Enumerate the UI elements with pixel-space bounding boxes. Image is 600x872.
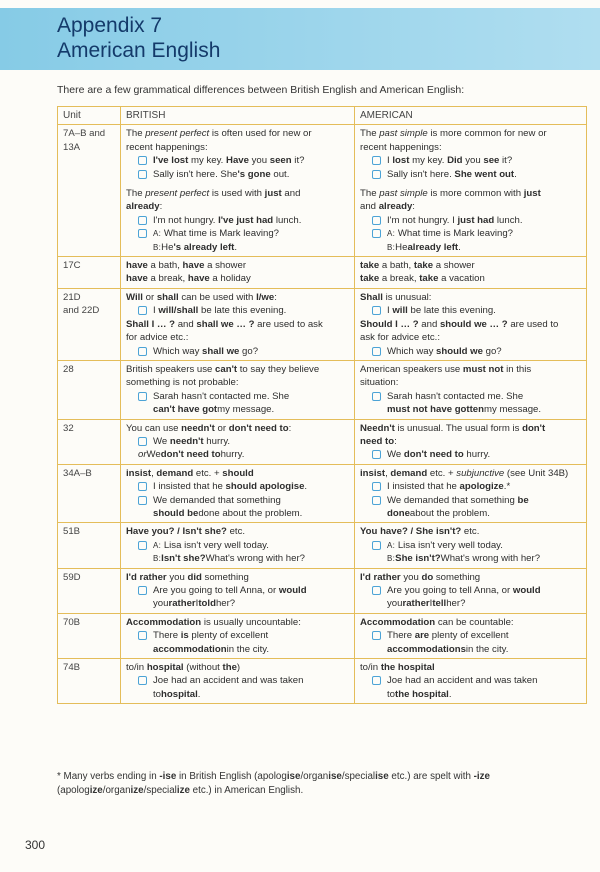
example-text: I will be late this evening. [387, 305, 496, 317]
example-text: Sarah hasn't contacted me. She [153, 390, 290, 402]
unit-cell [58, 523, 121, 568]
bullet-box-icon [138, 347, 147, 356]
british-cell [121, 568, 355, 613]
bullet-box-icon [372, 541, 381, 550]
example-item [126, 584, 349, 597]
unit-label: 51B [63, 526, 81, 538]
example-text: Sally isn't here. She went out. [387, 168, 517, 180]
unit-label: and 22D [63, 305, 100, 317]
example-text: I'm not hungry. I just had lunch. [387, 214, 523, 226]
example-text: There are plenty of excellent [387, 630, 509, 642]
rule-text: situation: [360, 377, 399, 389]
rule-text: You can use needn't or don't need to: [126, 422, 292, 434]
example-text: A: What time is Mark leaving? [153, 228, 279, 240]
table-row [58, 125, 587, 257]
example-continuation: accommodation in the city. [153, 643, 270, 655]
table-header-row [58, 107, 587, 125]
bullet-box-icon [138, 229, 147, 238]
comparison-table [57, 106, 587, 704]
rule-text: have a bath, have a shower [126, 260, 247, 272]
rule-text: take a bath, take a shower [360, 260, 475, 272]
example-continuation: done about the problem. [387, 507, 490, 519]
bullet-box-icon [138, 631, 147, 640]
example-item [126, 304, 349, 317]
example-item [360, 448, 581, 461]
example-continuation: should be done about the problem. [153, 507, 303, 519]
example-item [360, 154, 581, 167]
page-number: 300 [25, 838, 46, 852]
rule-text: Needn't is unusual. The usual form is don't [360, 422, 546, 434]
example-continuation: can't have got my message. [153, 404, 275, 416]
example-text: Are you going to tell Anna, or would [153, 585, 307, 596]
rule-text: You have? / She isn't? etc. [360, 526, 480, 538]
rule-text: recent happenings: [360, 141, 442, 153]
rule-text: Shall I … ? and shall we … ? are used to ask [126, 318, 323, 330]
rule-text: Have you? / Isn't she? etc. [126, 526, 246, 538]
unit-cell [58, 419, 121, 464]
example-text: Which way shall we go? [153, 345, 259, 357]
american-cell [355, 125, 587, 257]
rule-text: and already: [360, 201, 415, 213]
example-item [360, 168, 581, 181]
bullet-box-icon [138, 482, 147, 491]
example-text: Sally isn't here. She's gone out. [153, 168, 290, 180]
example-item [126, 345, 349, 358]
rule-text: need to: [360, 435, 397, 447]
rule-text: for advice etc.: [126, 332, 189, 344]
bullet-box-icon [138, 496, 147, 505]
rule-text: recent happenings: [126, 141, 208, 153]
example-item [126, 629, 349, 642]
bullet-box-icon [372, 631, 381, 640]
example-text: We demanded that something be [387, 494, 529, 506]
example-text: I lost my key. Did you see it? [387, 155, 513, 167]
rule-text: American speakers use must not in this [360, 363, 532, 375]
unit-cell [58, 288, 121, 360]
british-cell [121, 360, 355, 419]
example-text: Sarah hasn't contacted me. She [387, 390, 524, 402]
footnote: * Many verbs ending in -ise in British English (apologise/organise/specialise etc.) are spelt with -ize (apologize/organize/specialize etc.) in American English. [57, 771, 490, 796]
example-continuation: accommodations in the city. [387, 643, 509, 655]
table-row [58, 288, 587, 360]
rule-text: already: [126, 201, 163, 213]
bullet-box-icon [372, 170, 381, 179]
example-continuation: must not have gotten my message. [387, 404, 542, 416]
american-cell [355, 568, 587, 613]
american-cell [355, 659, 587, 704]
example-item [126, 494, 349, 507]
bullet-box-icon [138, 676, 147, 685]
rule-text: Accommodation can be countable: [360, 616, 514, 628]
intro-text: There are a few grammatical differences between British English and American English: [57, 84, 465, 96]
example-text: We don't need to hurry. [387, 449, 491, 461]
appendix-number: Appendix 7 [57, 14, 163, 37]
example-continuation: B: He 's already left . [153, 241, 238, 253]
example-item [360, 584, 581, 597]
rule-text: take a break, take a vacation [360, 273, 485, 285]
example-text: Are you going to tell Anna, or would [387, 585, 541, 596]
example-text: I insisted that he should apologise. [153, 481, 308, 493]
example-item [360, 539, 581, 552]
american-cell [355, 523, 587, 568]
example-continuation: B: Isn't she? What's wrong with her? [153, 553, 305, 565]
unit-label: 7A–B and [63, 128, 106, 140]
bullet-box-icon [138, 392, 147, 401]
example-item [360, 304, 581, 317]
american-cell [355, 360, 587, 419]
bullet-box-icon [372, 216, 381, 225]
unit-cell [58, 125, 121, 257]
rule-text: Will or shall can be used with I/we: [126, 291, 277, 303]
example-continuation: to the hospital . [387, 688, 452, 700]
example-text: There is plenty of excellent [153, 630, 269, 642]
rule-text: Should I … ? and should we … ? are used to [360, 318, 559, 330]
unit-cell [58, 360, 121, 419]
rule-text: British speakers use can't to say they believe [126, 363, 320, 375]
bullet-box-icon [138, 156, 147, 165]
example-text: Joe had an accident and was taken [387, 675, 538, 687]
rule-text: Shall is unusual: [360, 291, 432, 303]
example-item [126, 214, 349, 227]
bullet-box-icon [372, 450, 381, 459]
unit-label: 17C [63, 260, 81, 272]
rule-text: have a break, have a holiday [126, 273, 251, 285]
unit-label: 70B [63, 616, 81, 628]
table-row [58, 419, 587, 464]
example-continuation: you rather I told her? [153, 598, 236, 610]
example-text: A: Lisa isn't very well today. [153, 539, 269, 551]
example-item [126, 154, 349, 167]
rule-text: insist, demand etc. + subjunctive (see Unit 34B) [360, 467, 569, 479]
example-item [126, 168, 349, 181]
rule-text: I'd rather you do something [360, 571, 481, 583]
example-item [360, 390, 581, 403]
title-banner [0, 8, 600, 70]
british-cell [121, 288, 355, 360]
example-continuation: B: He already left . [387, 241, 461, 253]
unit-cell [58, 613, 121, 658]
unit-label: 34A–B [63, 467, 92, 479]
bullet-box-icon [372, 586, 381, 595]
header-american: AMERICAN [355, 107, 587, 125]
bullet-box-icon [372, 156, 381, 165]
unit-cell [58, 659, 121, 704]
unit-cell [58, 464, 121, 523]
table-row [58, 523, 587, 568]
example-continuation: you rather I tell her? [387, 598, 466, 610]
example-text: Joe had an accident and was taken [153, 675, 304, 687]
unit-label: 21D [63, 291, 81, 303]
unit-cell [58, 257, 121, 289]
example-item [360, 214, 581, 227]
bullet-box-icon [372, 676, 381, 685]
bullet-box-icon [138, 437, 147, 446]
british-cell [121, 659, 355, 704]
example-item [360, 674, 581, 687]
example-item [126, 539, 349, 552]
example-item [126, 435, 349, 448]
example-item [360, 494, 581, 507]
american-cell [355, 257, 587, 289]
bullet-box-icon [138, 541, 147, 550]
british-cell [121, 125, 355, 257]
rule-text: to/in hospital (without the) [126, 662, 241, 674]
american-cell [355, 464, 587, 523]
american-cell [355, 613, 587, 658]
appendix-title: American English [57, 39, 221, 62]
rule-text: ask for advice etc.: [360, 332, 440, 344]
example-text: We needn't hurry. [153, 435, 231, 447]
table-row [58, 464, 587, 523]
example-item [360, 629, 581, 642]
rule-text: to/in the hospital [360, 662, 435, 674]
bullet-box-icon [138, 216, 147, 225]
rule-text: The past simple is more common for new or [360, 128, 547, 140]
table-row [58, 613, 587, 658]
rule-text: insist, demand etc. + should [126, 467, 254, 479]
unit-label: 32 [63, 422, 74, 434]
example-text: I insisted that he apologize.* [387, 481, 511, 493]
example-text: A: Lisa isn't very well today. [387, 539, 503, 551]
rule-text: Accommodation is usually uncountable: [126, 616, 301, 628]
unit-label: 13A [63, 141, 81, 153]
header-british: BRITISH [121, 107, 355, 125]
unit-label: 74B [63, 662, 81, 674]
bullet-box-icon [372, 347, 381, 356]
unit-label: 59D [63, 571, 81, 583]
american-cell [355, 419, 587, 464]
rule-text: I'd rather you did something [126, 571, 249, 583]
table-row [58, 257, 587, 289]
rule-text: The present perfect is used with just and [126, 188, 301, 200]
header-unit: Unit [58, 107, 121, 125]
british-cell [121, 523, 355, 568]
unit-label: 28 [63, 363, 74, 375]
example-item [126, 480, 349, 493]
bullet-box-icon [372, 496, 381, 505]
bullet-box-icon [372, 306, 381, 315]
example-text: A: What time is Mark leaving? [387, 228, 513, 240]
american-cell [355, 288, 587, 360]
rule-text: something is not probable: [126, 377, 239, 389]
example-item [360, 227, 581, 240]
british-cell [121, 257, 355, 289]
example-item [126, 227, 349, 240]
table-row [58, 568, 587, 613]
example-item [360, 345, 581, 358]
example-item [126, 674, 349, 687]
bullet-box-icon [372, 392, 381, 401]
example-item [126, 390, 349, 403]
british-cell [121, 419, 355, 464]
example-text: Which way should we go? [387, 345, 502, 357]
example-text: We demanded that something [153, 494, 281, 506]
example-text: I've lost my key. Have you seen it? [153, 155, 305, 167]
rule-text: The past simple is more common with just [360, 188, 541, 200]
british-cell [121, 613, 355, 658]
british-cell [121, 464, 355, 523]
unit-cell [58, 568, 121, 613]
bullet-box-icon [372, 482, 381, 491]
example-text: I'm not hungry. I've just had lunch. [153, 214, 302, 226]
rule-text: The present perfect is often used for new or [126, 128, 312, 140]
example-text: I will/shall be late this evening. [153, 305, 287, 317]
table-row [58, 659, 587, 704]
example-item [360, 480, 581, 493]
bullet-box-icon [138, 170, 147, 179]
table-row [58, 360, 587, 419]
bullet-box-icon [372, 229, 381, 238]
example-continuation: to hospital . [153, 688, 201, 700]
example-continuation: B: She isn't? What's wrong with her? [387, 553, 541, 565]
bullet-box-icon [138, 306, 147, 315]
bullet-box-icon [138, 586, 147, 595]
example-alternative: or We don't need to hurry. [138, 449, 245, 461]
